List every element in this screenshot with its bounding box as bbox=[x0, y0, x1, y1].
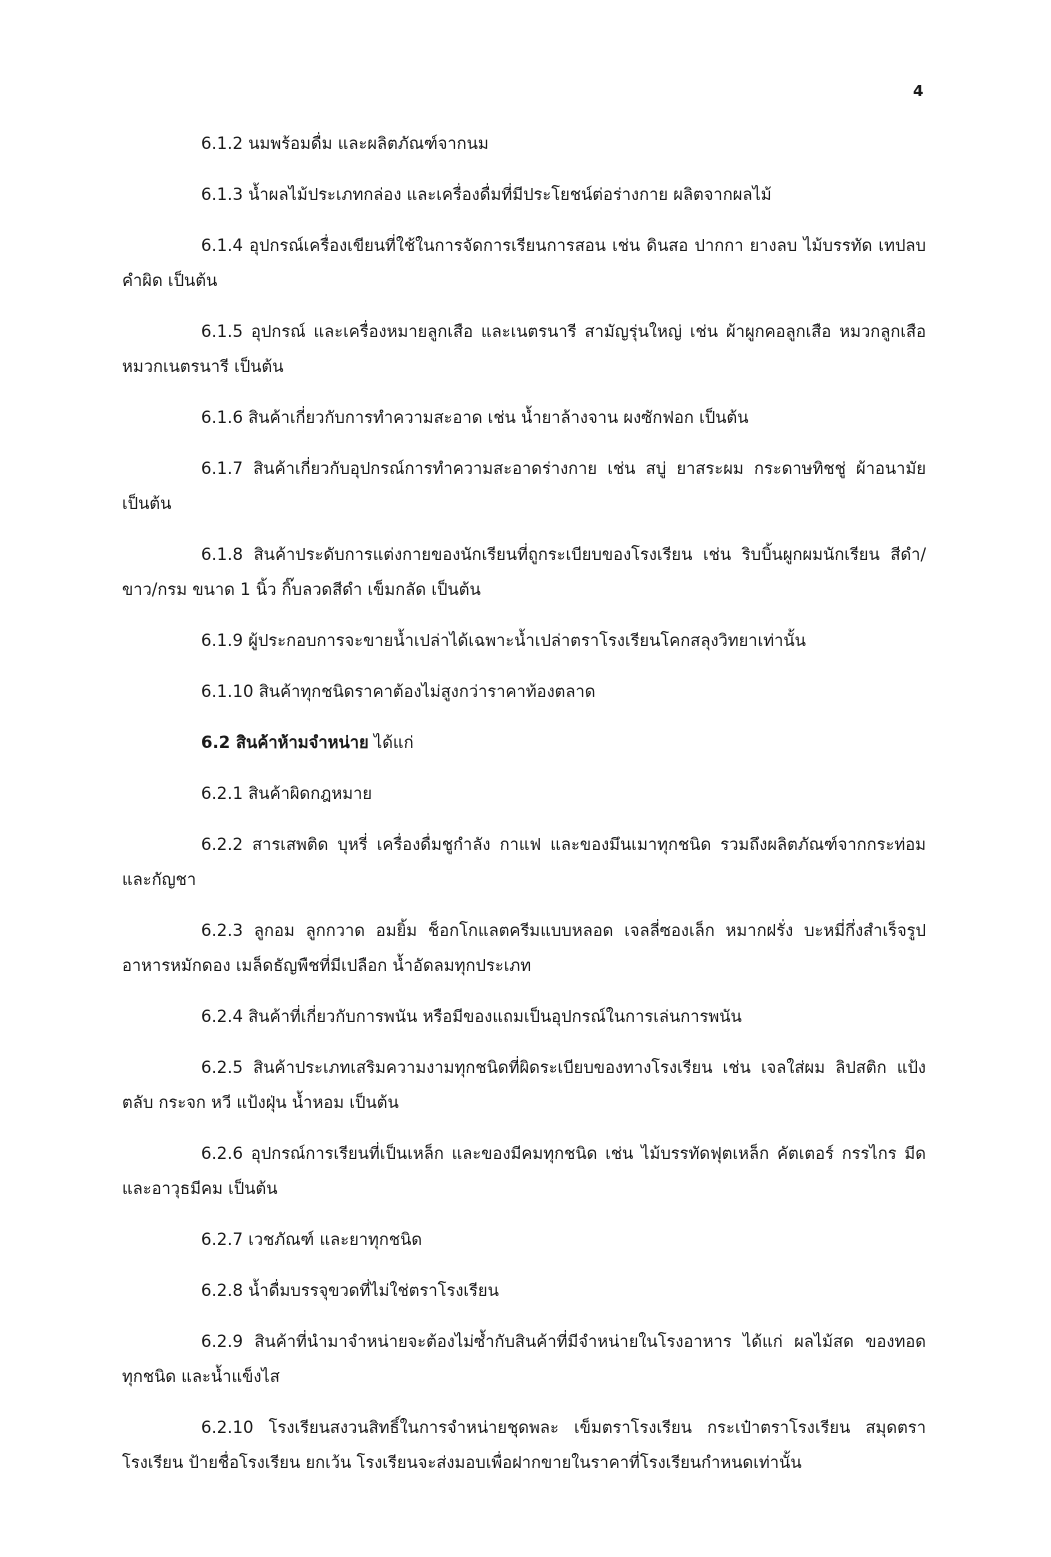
page-number: 4 bbox=[913, 82, 924, 100]
paragraph-6-2-5: 6.2.5 สินค้าประเภทเสริมความงามทุกชนิดที่ผิดระเบียบของทางโรงเรียน เช่น เจลใส่ผม ลิปสติก แป้งตลับ กระจก หวี แป้งฝุ่น น้ำหอม เป็นต้น bbox=[122, 1058, 926, 1112]
document-body bbox=[122, 126, 926, 1496]
section-heading-6-2-suffix: ได้แก่ bbox=[368, 733, 414, 752]
paragraph-6-2-7: 6.2.7 เวชภัณฑ์ และยาทุกชนิด bbox=[201, 1230, 423, 1249]
paragraph-6-1-9: 6.1.9 ผู้ประกอบการจะขายน้ำเปล่าได้เฉพาะน้ำเปล่าตราโรงเรียนโคกสลุงวิทยาเท่านั้น bbox=[201, 631, 806, 650]
section-heading-6-2 bbox=[122, 725, 926, 760]
paragraph-6-2-1: 6.2.1 สินค้าผิดกฎหมาย bbox=[201, 784, 373, 803]
paragraph-6-1-8: 6.1.8 สินค้าประดับการแต่งกายของนักเรียนที่ถูกระเบียบของโรงเรียน เช่น ริบบิ้นผูกผมนักเรียน สีดำ/ขาว/กรม ขนาด 1 นิ้ว กิ๊บลวดสีดำ เข็มกลัด เป็นต้น bbox=[122, 545, 926, 599]
paragraph-6-2-8: 6.2.8 น้ำดื่มบรรจุขวดที่ไม่ใช่ตราโรงเรียน bbox=[201, 1281, 499, 1300]
paragraph-6-1-7: 6.1.7 สินค้าเกี่ยวกับอุปกรณ์การทำความสะอาดร่างกาย เช่น สบู่ ยาสระผม กระดาษทิชชู่ ผ้าอนามัย เป็นต้น bbox=[122, 459, 926, 513]
paragraph-6-2-4: 6.2.4 สินค้าที่เกี่ยวกับการพนัน หรือมีของแถมเป็นอุปกรณ์ในการเล่นการพนัน bbox=[201, 1007, 742, 1026]
paragraph-6-2-6: 6.2.6 อุปกรณ์การเรียนที่เป็นเหล็ก และของมีคมทุกชนิด เช่น ไม้บรรทัดฟุตเหล็ก คัตเตอร์ กรรไกร มีด และอาวุธมีคม เป็นต้น bbox=[122, 1144, 926, 1198]
paragraph-6-1-5: 6.1.5 อุปกรณ์ และเครื่องหมายลูกเสือ และเนตรนารี สามัญรุ่นใหญ่ เช่น ผ้าผูกคอลูกเสือ หมวกลูกเสือ หมวกเนตรนารี เป็นต้น bbox=[122, 322, 926, 376]
paragraph-6-2-10: 6.2.10 โรงเรียนสงวนสิทธิ์ในการจำหน่ายชุดพละ เข็มตราโรงเรียน กระเป๋าตราโรงเรียน สมุดตราโรงเรียน ป้ายชื่อโรงเรียน ยกเว้น โรงเรียนจะส่งมอบเพื่อฝากขายในราคาที่โรงเรียนกำหนดเท่านั้น bbox=[122, 1418, 926, 1472]
paragraph-6-1-6: 6.1.6 สินค้าเกี่ยวกับการทำความสะอาด เช่น น้ำยาล้างจาน ผงซักฟอก เป็นต้น bbox=[201, 408, 749, 427]
paragraph-6-2-3: 6.2.3 ลูกอม ลูกกวาด อมยิ้ม ช็อกโกแลตครีมแบบหลอด เจลลี่ซองเล็ก หมากฝรั่ง บะหมี่กึ่งสำเร็จรูป อาหารหมักดอง เมล็ดธัญพืชที่มีเปลือก น้ำอัดลมทุกประเภท bbox=[122, 921, 926, 975]
paragraph-6-1-2: 6.1.2 นมพร้อมดื่ม และผลิตภัณฑ์จากนม bbox=[201, 134, 489, 153]
paragraph-6-2-2: 6.2.2 สารเสพติด บุหรี่ เครื่องดื่มชูกำลัง กาแฟ และของมึนเมาทุกชนิด รวมถึงผลิตภัณฑ์จากกระท่อม และกัญชา bbox=[122, 835, 926, 889]
paragraph-6-1-10: 6.1.10 สินค้าทุกชนิดราคาต้องไม่สูงกว่าราคาท้องตลาด bbox=[201, 682, 596, 701]
paragraph-6-2-9: 6.2.9 สินค้าที่นำมาจำหน่ายจะต้องไม่ซ้ำกับสินค้าที่มีจำหน่ายในโรงอาหาร ได้แก่ ผลไม้สด ของทอด ทุกชนิด และน้ำแข็งไส bbox=[122, 1332, 926, 1386]
section-heading-6-2-title: 6.2 สินค้าห้ามจำหน่าย bbox=[201, 733, 369, 752]
paragraph-6-1-3: 6.1.3 น้ำผลไม้ประเภทกล่อง และเครื่องดื่มที่มีประโยชน์ต่อร่างกาย ผลิตจากผลไม้ bbox=[201, 185, 772, 204]
paragraph-6-1-4: 6.1.4 อุปกรณ์เครื่องเขียนที่ใช้ในการจัดการเรียนการสอน เช่น ดินสอ ปากกา ยางลบ ไม้บรรทัด เทปลบคำผิด เป็นต้น bbox=[122, 236, 926, 290]
